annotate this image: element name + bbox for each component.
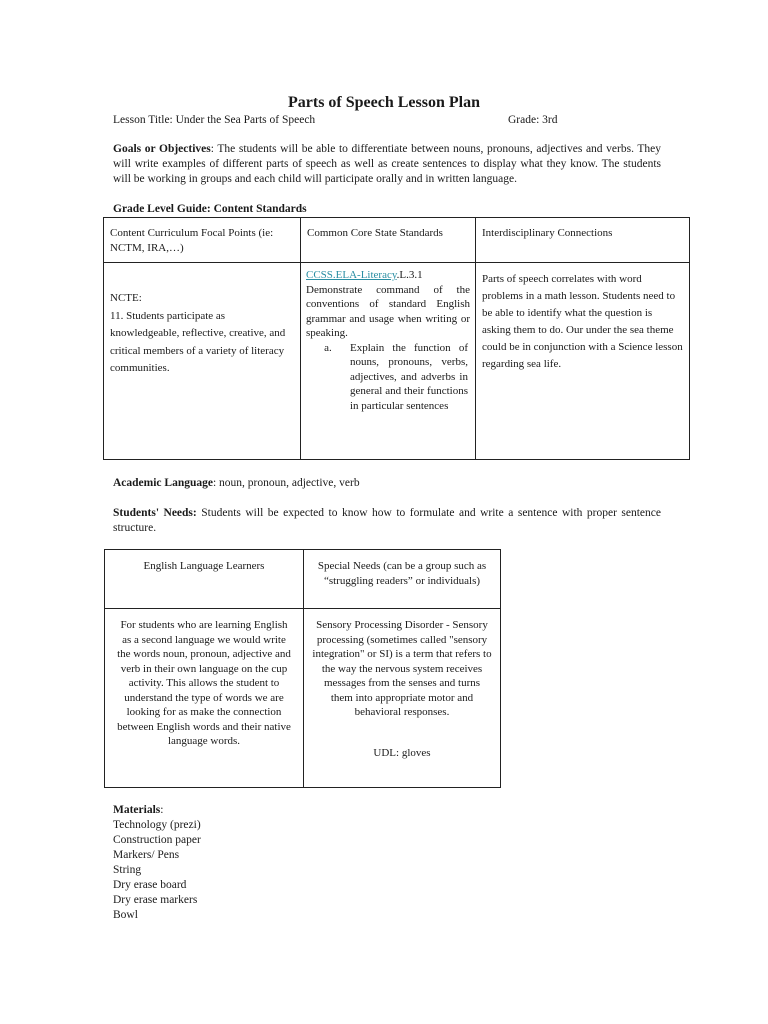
page-title: Parts of Speech Lesson Plan (288, 94, 480, 111)
interdisciplinary-cell: Parts of speech correlates with word problems in a math lesson. Students need to be able to identify what the question is asking them to do. Our under the sea theme could be in conjunction with a Science lesson regarding sea life. (476, 263, 690, 460)
header-special-needs: Special Needs (can be a group such as “struggling readers” or individuals) (304, 550, 501, 609)
list-item: Dry erase markers (113, 894, 198, 906)
list-item: Dry erase board (113, 879, 187, 891)
grade-level: Grade: 3rd (508, 114, 558, 126)
students-needs-text: Students will be expected to know how to formulate and write a sentence with proper sentence structure. (113, 507, 661, 534)
table-row (105, 609, 501, 788)
goals-text: : The students will be able to differentiate between nouns, pronouns, adjectives and verbs. They will write examples of different parts of speech as well as create sentences to display what they know. The students will be working in groups and each child will participate orally and in written language. (113, 143, 661, 185)
ncte-standard: 11. Students participate as knowledgeable, reflective, creative, and critical members of a variety of literacy communities. (110, 309, 286, 374)
sub-item-label: a. (324, 341, 332, 354)
ccss-sub-item (306, 341, 470, 414)
lesson-title: Lesson Title: Under the Sea Parts of Speech (113, 114, 316, 126)
ncte-label: NCTE: (110, 292, 142, 304)
table-row (104, 263, 690, 460)
header-ell: English Language Learners (105, 550, 304, 609)
students-needs-label: Students' Needs: (113, 507, 197, 519)
header-focal-points: Content Curriculum Focal Points (ie: NCTM, IRA,…) (104, 218, 301, 263)
students-needs (113, 506, 661, 536)
goals-label: Goals or Objectives (113, 143, 211, 155)
academic-language-label: Academic Language (113, 477, 213, 489)
ccss-link[interactable]: CCSS.ELA-Literacy (306, 269, 397, 281)
special-needs-cell: Sensory Processing Disorder - Sensory processing (sometimes called "sensory integration" or SI) is a term that refers to the way the nervous system receives messages from the senses and turns them into appropriate motor and behavioral responses. UDL: gloves (304, 609, 501, 788)
udl-note: UDL: gloves (373, 746, 431, 759)
ccss-code: .L.3.1 (396, 269, 423, 281)
ell-cell: For students who are learning English as a second language we would write the words noun, pronoun, adjective and verb in their own language on the cup activity. This allows the student to understand the type of words we are looking for as make the connection between English words and their native language words. (105, 609, 304, 788)
table-row (105, 550, 501, 609)
academic-language (113, 477, 360, 489)
grade-level-guide-heading: Grade Level Guide: Content Standards (113, 203, 307, 215)
list-item: Bowl (113, 909, 138, 921)
academic-language-text: : noun, pronoun, adjective, verb (212, 477, 360, 489)
list-item: Technology (prezi) (113, 819, 201, 831)
header-interdisciplinary: Interdisciplinary Connections (476, 218, 690, 263)
materials-section: Materials: Technology (prezi) Construction paper Markers/ Pens String Dry erase board Dry erase markers Bowl (113, 804, 201, 921)
table-row (104, 218, 690, 263)
header-common-core: Common Core State Standards (301, 218, 476, 263)
materials-heading: Materials (113, 804, 161, 816)
list-item: Construction paper (113, 834, 201, 846)
content-standards-table (103, 217, 690, 460)
list-item: Markers/ Pens (113, 849, 180, 861)
common-core-cell (301, 263, 476, 460)
focal-points-cell (104, 263, 301, 460)
ccss-description: Demonstrate command of the conventions of standard English grammar and usage when writing or speaking. (306, 283, 470, 339)
sub-item-text: Explain the function of nouns, pronouns, verbs, adjectives, and adverbs in general and their functions in particular sentences (350, 341, 468, 412)
needs-table (104, 549, 501, 788)
goals-paragraph (113, 142, 661, 187)
list-item: String (113, 864, 142, 876)
